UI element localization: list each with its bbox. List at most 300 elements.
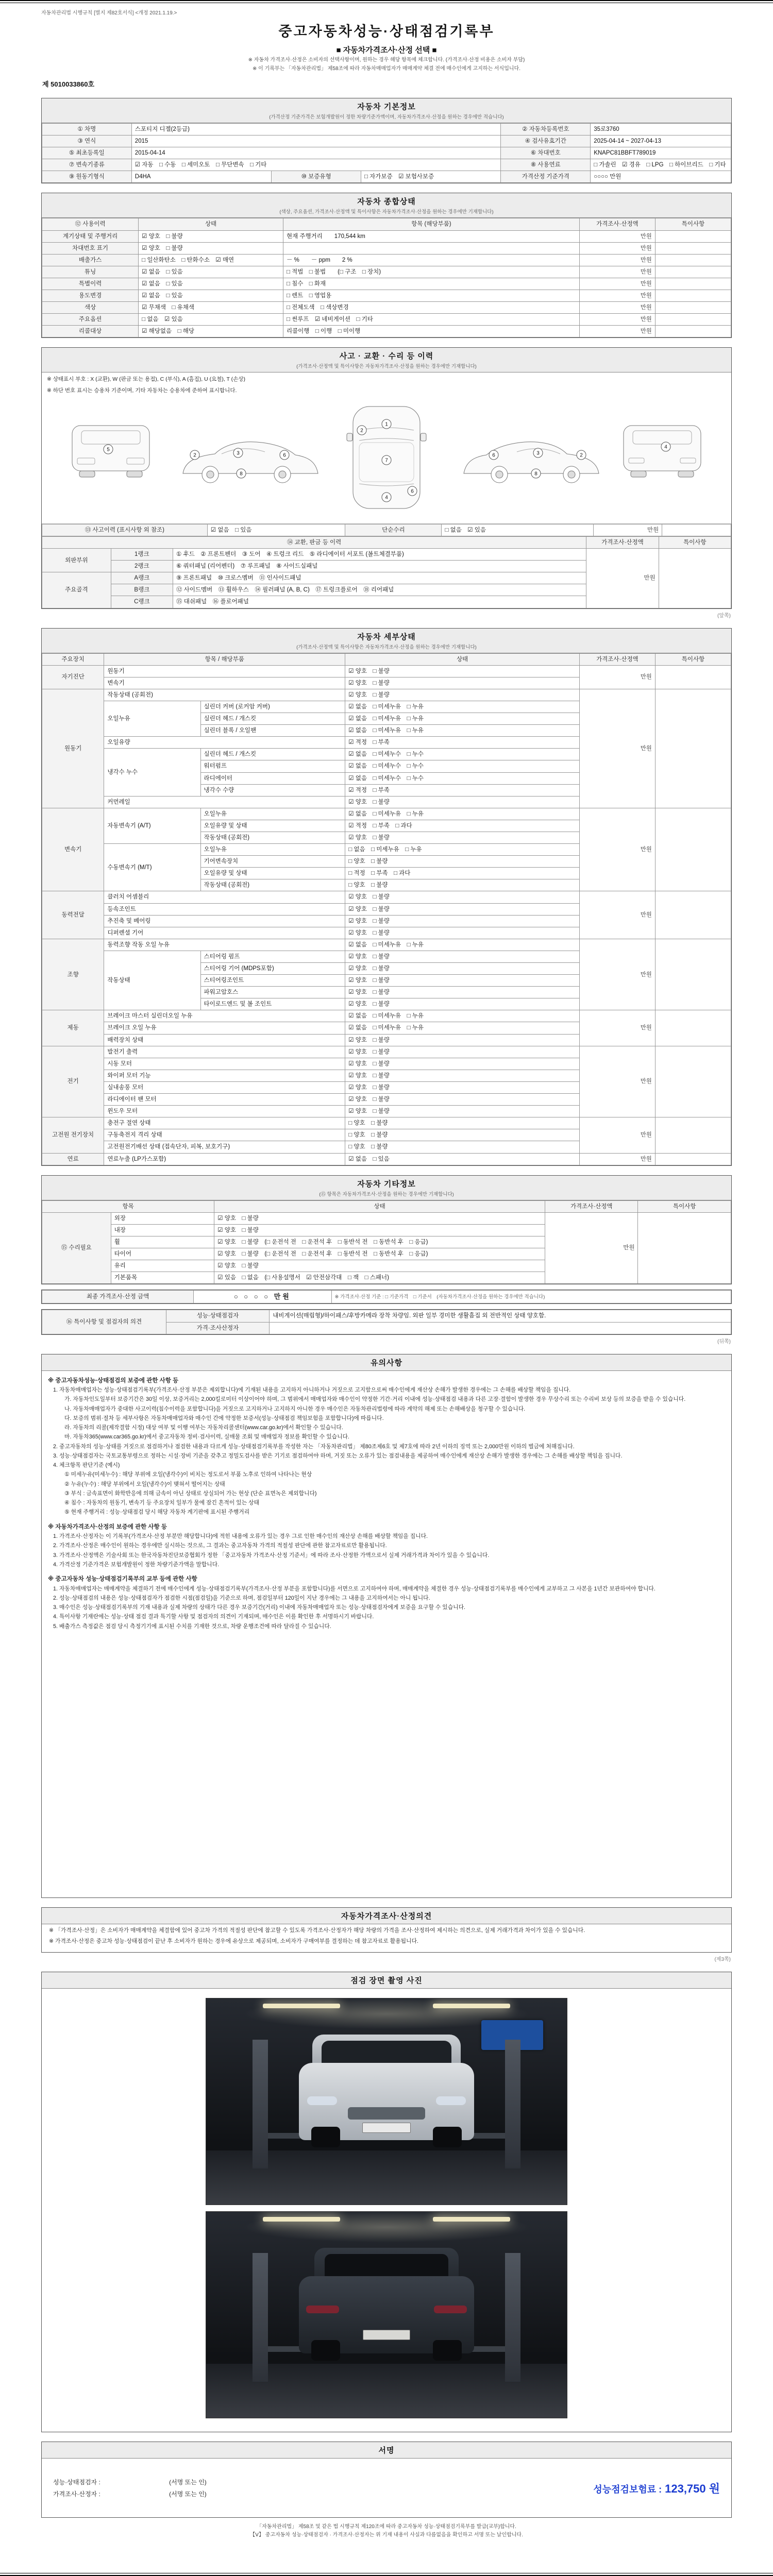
form-value-cell: 작동상태 [104, 951, 200, 1010]
form-value-cell[interactable]: ☑ 양호 □ 불량 [345, 1106, 580, 1117]
page-bottom-border [0, 2573, 773, 2576]
form-value-cell[interactable]: ☑ 양호 □ 불량 [214, 1224, 545, 1236]
section-inspector-opinion [41, 1309, 732, 1334]
section-photos-title: 점검 장면 촬영 사진 [350, 1976, 423, 1986]
form-value-cell[interactable]: ☑ 양호 □ 불량 [345, 1034, 580, 1046]
form-label-cell: 항목 / 해당부품 [104, 653, 345, 665]
price-opinion-body [42, 1926, 731, 1946]
form-label-cell: 색상 [42, 302, 139, 314]
form-value-cell[interactable]: □ 양호 □ 불량 [345, 1117, 580, 1129]
form-value-cell: 만원 [579, 266, 655, 278]
notice-line: 가. 자동차인도일부터 보증기간은 30일 이상, 보증거리는 2,000킬로미터 이상이어야 하며, 그 범위에서 매매업자와 매수인이 약정한 기간·거리 이내에 성능·상태점검 내용과 다른 고장·결함이 발생한 경우 무상수리 또는 수리비 보상 등의 보증을 받을 수 있습니다. [64, 1396, 686, 1403]
form-value-cell [655, 230, 731, 242]
vehicle-rear-silhouette [299, 2248, 474, 2353]
form-value-cell[interactable]: □ 일산화탄소 □ 탄화수소 ☑ 매연 [139, 254, 283, 266]
warranty-type[interactable]: □ 자가보증 ☑ 보험사보증 [361, 171, 501, 183]
form-value-cell: 동력조향 작동 오일 누유 [104, 939, 345, 951]
table-row [42, 1046, 731, 1058]
transmission-type[interactable]: ☑ 자동 □ 수동 □ 세미오토 □ 무단변속 □ 기타 [131, 159, 501, 171]
diagram-mark-number: 4 [385, 495, 388, 501]
form-value-cell[interactable]: ☑ 없음 □ 미세누유 □ 누유 [345, 1010, 580, 1022]
final-appraisal-amount: ○ ○ ○ ○ 만원 [194, 1291, 331, 1303]
car-license-plate [363, 2330, 410, 2340]
table-row [42, 159, 731, 171]
form-value-cell[interactable]: ☑ 양호 □ 불량 [214, 1260, 545, 1272]
form-label-cell: 튜닝 [42, 266, 139, 278]
form-label-cell: 특이사항 [659, 537, 731, 549]
form-label-cell: ③ 연식 [42, 135, 132, 147]
section-price-opinion [41, 1907, 732, 1953]
table-row [42, 549, 731, 561]
table-row [42, 891, 731, 903]
form-label-cell: B랭크 [111, 584, 173, 596]
notice-line: ※ 「가격조사·산정」은 소비자가 매매계약을 체결함에 있어 중고차 가격의 적절성 판단에 참고할 수 있도록 가격조사·산정자가 해당 차량의 가격을 조사·산정하여 제시하는 의견으로, 실제 거래가격과 차이가 있을 수 있습니다. [49, 1927, 585, 1934]
form-value-cell: 작동상태 (공회전) [200, 879, 345, 891]
inspector-comment: 내비게이션(매립형)/하이패스/후방카메라 장착 차량임. 외판 일부 경미한 생활흠집 외 전반적인 상태 양호함. [270, 1310, 731, 1322]
form-value-cell: 만원 [579, 242, 655, 254]
table-row [42, 665, 731, 677]
form-value-cell[interactable]: □ 양호 □ 불량 [345, 856, 580, 868]
form-value-cell: 오일유량 [104, 737, 345, 749]
page-marker-front: (앞쪽) [717, 613, 731, 619]
form-value-cell: 냉각수 누수 [104, 749, 200, 796]
form-value-cell[interactable]: ☑ 적정 □ 부족 [345, 784, 580, 796]
table-row [42, 290, 731, 302]
photos-body [42, 1989, 731, 2432]
form-value-cell: 스티어링 기어 (MDPS포함) [200, 963, 345, 975]
notice-line: 2. 성능·상태점검의 내용은 성능·상태점검자가 점검한 시점(점검일)을 기준으로 하며, 점검일부터 120일이 지난 경우에는 그 내용을 고지하여서는 아니 됩니다. [53, 1595, 430, 1601]
form-value-cell: 외장 [111, 1212, 214, 1224]
legal-form-reference: 자동차관리법 시행규칙 [별지 제82호서식] <개정 2021.1.19.> [41, 10, 177, 16]
vehicle-front-silhouette [299, 2035, 474, 2140]
page-subtitle: ■ 자동차가격조사·산정 선택 ■ [336, 46, 437, 55]
section-etc-info [41, 1175, 732, 1285]
table-row [42, 1153, 731, 1165]
form-value-cell[interactable]: □ 양호 □ 불량 [345, 1129, 580, 1141]
form-value-cell: 브레이크 마스터 실린더오일 누유 [104, 1010, 345, 1022]
form-value-cell: 라디에이터 팬 모터 [104, 1094, 345, 1106]
section-overall-header [42, 193, 731, 218]
notice-line: 1. 가격조사·산정자는 이 기록부(가격조사·산정 부분만 해당합니다)에 적힌 내용에 오류가 있는 경우 그로 인한 매수인의 재산상 손해를 배상할 책임을 집니다. [53, 1533, 428, 1540]
form-value-cell [655, 278, 731, 290]
form-value-cell[interactable]: ☑ 양호 □ 불량 [345, 1081, 580, 1093]
form-value-cell: 만원 [579, 808, 655, 891]
form-value-cell[interactable]: ☑ 적정 □ 부족 □ 과다 [345, 820, 580, 832]
form-value-cell: 구동축전지 격리 상태 [104, 1129, 345, 1141]
form-value-cell[interactable]: ☑ 양호 □ 불량 [345, 891, 580, 903]
section-notices [41, 1354, 732, 1898]
form-value-cell[interactable]: ☑ 양호 □ 불량 (□ 운전석 전 □ 운전석 후 □ 동반석 전 □ 동반석 후 □ 응급) [214, 1236, 545, 1248]
form-value-cell[interactable]: ☑ 양호 □ 불량 [345, 975, 580, 987]
appraiser-signature-line[interactable]: 가격조사·산정자 : (서명 또는 인) [53, 2490, 207, 2498]
form-value-cell: 작동상태 (공회전) [104, 689, 345, 701]
form-value-cell[interactable]: ☑ 해당없음 □ 해당 [139, 326, 283, 337]
footer-line-1: 「자동차관리법」 제58조 및 같은 법 시행규칙 제120조에 따라 중고자동차 성능·상태점검기록부를 발급(교부)합니다. [257, 2524, 516, 2530]
car-side-view-left [183, 442, 318, 483]
section-notices-header [42, 1354, 731, 1371]
first-registration-date: 2015-04-14 [131, 147, 501, 159]
form-value-cell: 만원 [579, 665, 655, 689]
form-value-cell: 실린더 헤드 / 개스킷 [200, 713, 345, 725]
section-detail-header [42, 629, 731, 653]
form-label-cell: 특이사항 [638, 1200, 731, 1212]
form-value-cell[interactable]: ☑ 양호 □ 불량 [345, 963, 580, 975]
form-value-cell[interactable]: ☑ 없음 □ 있음 [139, 278, 283, 290]
form-value-cell[interactable]: ☑ 없음 □ 있음 [139, 290, 283, 302]
form-label-cell: 항목 (해당부품) [283, 218, 579, 230]
diagram-mark-number: 1 [385, 421, 388, 428]
header-note-1: ※ 자동차 가격조사·산정은 소비자의 선택사항이며, 원하는 경우 해당 항목에 체크합니다. (가격조사·산정 비용은 소비자 부담) [248, 57, 525, 63]
form-value-cell[interactable]: ☑ 없음 □ 미세누유 □ 누유 [345, 939, 580, 951]
form-value-cell[interactable]: 리콜이행 □ 이행 □ 미이행 [283, 326, 579, 337]
etc-info-table [42, 1200, 731, 1284]
form-value-cell: 라디에이터 [200, 772, 345, 784]
form-value-cell[interactable]: ☑ 양호 □ 불량 [345, 1070, 580, 1081]
form-value-cell: 실내송풍 모터 [104, 1081, 345, 1093]
section-signature [41, 2442, 732, 2518]
form-value-cell: 파워고압호스 [200, 987, 345, 998]
form-value-cell: 만원 [545, 1212, 638, 1284]
form-value-cell: 만원 [579, 1153, 655, 1165]
form-value-cell: 만원 [579, 1046, 655, 1117]
form-value-cell[interactable]: ☑ 양호 □ 불량 [345, 927, 580, 939]
form-value-cell: 타이로드엔드 및 볼 조인트 [200, 998, 345, 1010]
form-value-cell[interactable]: ☑ 양호 □ 불량 [214, 1212, 545, 1224]
form-value-cell: 디퍼렌셜 기어 [104, 927, 345, 939]
form-value-cell[interactable]: ☑ 양호 □ 불량 [345, 832, 580, 843]
form-label-cell: 원동기 [42, 689, 104, 808]
table-row [42, 1291, 731, 1303]
form-value-cell: 만원 [579, 290, 655, 302]
table-row [42, 314, 731, 326]
diagram-mark-number: 3 [536, 450, 540, 456]
form-label-cell: 2랭크 [111, 561, 173, 572]
header-note-2: ※ 이 기록부는 「자동차관리법」 제58조에 따라 자동차매매업자가 매매계약 체결 전에 매수인에게 고지하는 서식입니다. [253, 66, 520, 72]
diagram-mark-number: 8 [240, 471, 243, 477]
form-label-cell: 상태 [139, 218, 283, 230]
overall-condition-table [42, 218, 731, 337]
form-value-cell[interactable]: ☑ 양호 □ 불량 [345, 987, 580, 998]
notice-line: ④ 침수 : 자동차의 원동기, 변속기 등 주요장치 일부가 물에 잠긴 흔적이 있는 상태 [64, 1500, 259, 1506]
ceiling-lamp [433, 2217, 510, 2222]
section-overall-condition [41, 193, 732, 338]
insurance-fee-label: 성능점검보험료 : [593, 2484, 662, 2495]
form-value-cell: 스티어링조인트 [200, 975, 345, 987]
form-label-cell: 고전원 전기장치 [42, 1117, 104, 1153]
form-value-cell[interactable]: ☑ 양호 □ 불량 [345, 665, 580, 677]
form-value-cell[interactable]: ※ 가격조사·산정 기준 : □ 기준가격 □ 기준서 (자동차가격조사·산정을 원하는 경우에만 적습니다) [331, 1291, 731, 1303]
form-value-cell [655, 689, 731, 808]
form-value-cell[interactable]: □ 적정 □ 부족 □ 과다 [345, 868, 580, 879]
form-value-cell[interactable]: ☑ 없음 □ 미세누수 □ 누수 [345, 760, 580, 772]
section-etc-subtitle: (⑮ 항목은 자동차가격조사·산정을 원하는 경우에만 기재합니다) [319, 1191, 454, 1197]
section-detail-subtitle: (가격조사·산정액 및 특이사항은 자동차가격조사·산정을 원하는 경우에만 기재합니다) [296, 644, 477, 650]
model-year: 2015 [131, 135, 501, 147]
section-basic-info [41, 98, 732, 183]
base-price: ○○○○ 만원 [591, 171, 731, 183]
signature-lines [53, 2475, 207, 2501]
form-label-cell: 연료 [42, 1153, 104, 1165]
basic-info-table [42, 123, 731, 183]
form-value-cell [655, 290, 731, 302]
form-value-cell: 시동 모터 [104, 1058, 345, 1070]
form-value-cell[interactable]: ☑ 양호 □ 불량 [345, 1094, 580, 1106]
form-value-cell[interactable]: ☑ 양호 □ 불량 [345, 796, 580, 808]
form-value-cell [655, 665, 731, 689]
form-label-cell: ⑥ 차대번호 [501, 147, 591, 159]
page-marker-third: (제3쪽) [714, 1957, 731, 1963]
form-value-cell[interactable]: ☑ 양호 □ 불량 [345, 903, 580, 915]
car-wheel-left [311, 2340, 340, 2361]
form-label-cell: 1랭크 [111, 549, 173, 561]
engine-model: D4HA [131, 171, 271, 183]
form-value-cell: ⑥ 쿼터패널 (리어펜더) ⑦ 루프패널 ⑧ 사이드실패널 [173, 561, 586, 572]
table-row [42, 808, 731, 820]
form-value-cell[interactable]: ☑ 양호 □ 불량 [345, 915, 580, 927]
section-accident-subtitle: (가격조사·산정액 및 특이사항은 자동차가격조사·산정을 원하는 경우에만 기재합니다) [296, 364, 477, 370]
form-label-cell: 가격조사·산정액 [579, 218, 655, 230]
form-value-cell: ⑫ 사이드멤버 ⑬ 휠하우스 ⑭ 필러패널 (A, B, C) ⑰ 트렁크플로어 ⑱ 리어패널 [173, 584, 586, 596]
inspection-photo-front [206, 1998, 567, 2205]
form-label-cell: 가격·조사산정자 [166, 1322, 270, 1334]
table-row [42, 1200, 731, 1212]
ceiling-glow [242, 2212, 531, 2243]
diagram-mark-number: 2 [360, 428, 363, 434]
form-label-cell: ⑬ 사고이력 (표시사항 외 참조) [42, 524, 208, 536]
form-value-cell: ⑨ 프론트패널 ⑩ 크로스멤버 ⑪ 인사이드패널 [173, 572, 586, 584]
inspector-signature-line[interactable]: 성능·상태점검자 : (서명 또는 인) [53, 2479, 207, 2486]
form-value-cell [655, 314, 731, 326]
form-value-cell: 만원 [593, 524, 662, 536]
form-label-cell: ⑧ 사용연료 [501, 159, 591, 171]
section-signature-title: 서명 [378, 2446, 395, 2455]
diagram-mark-number: 6 [283, 452, 286, 459]
form-value-cell: 원동기 [104, 665, 345, 677]
form-value-cell[interactable]: ☑ 없음 □ 있음 [345, 1153, 580, 1165]
table-row [42, 230, 731, 242]
form-value-cell[interactable]: ☑ 양호 □ 불량 [345, 677, 580, 689]
form-value-cell [655, 1046, 731, 1117]
footer [41, 2523, 732, 2553]
table-row [42, 135, 731, 147]
form-value-cell[interactable]: ☑ 없음 □ 미세누유 □ 누유 [345, 808, 580, 820]
table-row [42, 242, 731, 254]
section-basic-subtitle: (가격산정 기준가격은 보험개발원이 정한 차량기준가액이며, 자동차가격조사·산정을 원하는 경우에만 적습니다) [269, 114, 504, 120]
form-label-cell: 상태 [345, 653, 580, 665]
notice-line: 4. 특이사항 기재란에는 성능·상태 점검 결과 특기할 사항 및 점검자의 의견이 기재되며, 매수인은 이를 확인한 후 서명하시기 바랍니다. [53, 1614, 374, 1620]
signature-body [42, 2459, 731, 2517]
form-label-cell: ⑩ 보증유형 [272, 171, 361, 183]
section-etc-title: 자동차 기타정보 [357, 1179, 416, 1189]
form-value-cell: 커먼레일 [104, 796, 345, 808]
form-value-cell [655, 242, 731, 254]
form-value-cell: 만원 [579, 1010, 655, 1046]
form-value-cell: 만원 [579, 689, 655, 808]
car-license-plate [362, 2123, 411, 2133]
form-label-cell: 단순수리 [345, 524, 442, 536]
form-value-cell: 기어변속장치 [200, 856, 345, 868]
form-value-cell[interactable]: ☑ 양호 □ 불량 [345, 689, 580, 701]
table-row [42, 1117, 731, 1129]
form-label-cell: A랭크 [111, 572, 173, 584]
form-value-cell: 작동상태 (공회전) [200, 832, 345, 843]
form-value-cell [283, 242, 579, 254]
form-label-cell: 가격조사·산정액 [545, 1200, 638, 1212]
fuel-type[interactable]: □ 가솔린 ☑ 경유 □ LPG □ 하이브리드 □ 기타 [591, 159, 731, 171]
table-row [42, 124, 731, 135]
car-headlight-left [307, 2096, 337, 2105]
form-value-cell: 유리 [111, 1260, 214, 1272]
form-value-cell[interactable]: □ 양호 □ 불량 [345, 879, 580, 891]
form-value-cell: 만원 [579, 1117, 655, 1153]
form-value-cell[interactable]: □ 적법 □ 불법 (□ 구조 □ 장치) [283, 266, 579, 278]
form-value-cell[interactable]: □ 침수 □ 화재 [283, 278, 579, 290]
form-value-cell [655, 1010, 731, 1046]
form-value-cell[interactable]: ☑ 양호 □ 불량 [139, 230, 283, 242]
form-value-cell[interactable]: □ 전체도색 □ 색상변경 [283, 302, 579, 314]
form-value-cell[interactable]: ☑ 있음 □ 없음 (□ 사용설명서 ☑ 안전삼각대 □ 잭 □ 스패너) [214, 1272, 545, 1284]
table-row [42, 171, 731, 183]
notices-body [42, 1376, 731, 1631]
form-value-cell[interactable]: ☑ 없음 □ 미세누유 □ 누유 [345, 701, 580, 713]
form-value-cell[interactable]: □ 렌트 □ 영업용 [283, 290, 579, 302]
form-value-cell [655, 302, 731, 314]
form-value-cell[interactable]: ☑ 없음 □ 미세누유 □ 누유 [345, 725, 580, 737]
form-value-cell[interactable]: ☑ 양호 □ 불량 [345, 1058, 580, 1070]
form-value-cell[interactable]: □ 썬루프 ☑ 네비게이션 □ 기타 [283, 314, 579, 326]
plate-number: 35로3760 [591, 124, 731, 135]
table-row [42, 653, 731, 665]
form-value-cell [655, 939, 731, 1010]
form-value-cell[interactable]: ☑ 없음 □ 미세누수 □ 누수 [345, 749, 580, 760]
lift-post-right [505, 2253, 520, 2382]
form-label-cell: ⑦ 변속기종류 [42, 159, 132, 171]
lift-post-right [505, 2040, 520, 2168]
form-value-cell: 만원 [586, 549, 659, 608]
form-value-cell: 오일누유 [104, 701, 200, 736]
table-row [42, 254, 731, 266]
form-label-cell: ① 차명 [42, 124, 132, 135]
form-value-cell: 만원 [579, 302, 655, 314]
form-value-cell[interactable]: ☑ 없음 □ 있음 [139, 266, 283, 278]
notice-line: 5. 배출가스 측정값은 점검 당시 측정기기에 표시된 수치를 기재한 것으로, 차량 운행조건에 따라 달라질 수 있습니다. [53, 1623, 331, 1630]
form-value-cell[interactable]: ☑ 양호 □ 불량 [345, 998, 580, 1010]
form-value-cell[interactable]: ☑ 양호 □ 불량 [345, 1046, 580, 1058]
table-row [42, 302, 731, 314]
form-value-cell: 윈도우 모터 [104, 1106, 345, 1117]
form-label-cell: 가격산정 기준가격 [501, 171, 591, 183]
form-label-cell: 특이사항 [655, 653, 731, 665]
table-row [42, 326, 731, 337]
form-value-cell[interactable]: ☑ 없음 □ 미세누수 □ 누수 [345, 772, 580, 784]
form-value-cell: 냉각수 수량 [200, 784, 345, 796]
section-notices-title: 유의사항 [371, 1358, 402, 1367]
form-value-cell[interactable]: ☑ 양호 □ 불량 (□ 운전석 전 □ 운전석 후 □ 동반석 전 □ 동반석 후 □ 응급) [214, 1248, 545, 1260]
car-wheel-right [433, 2127, 462, 2147]
form-value-cell[interactable]: □ 없음 □ 미세누유 □ 누유 [345, 844, 580, 856]
form-value-cell[interactable]: □ 없음 ☑ 있음 [442, 524, 593, 536]
form-value-cell[interactable]: ☑ 적정 □ 부족 [345, 737, 580, 749]
form-label-cell: 전기 [42, 1046, 104, 1117]
inspection-photo-rear [206, 2211, 567, 2418]
car-side-view-right [464, 442, 599, 483]
form-label-cell: 차대번호 표기 [42, 242, 139, 254]
form-value-cell: 실린더 헤드 / 개스킷 [200, 749, 345, 760]
notice-line: 마. 자동차365(www.car365.go.kr)에서 중고자동차 정비·검사이력, 실매물 조회 및 매매업자 정보를 확인할 수 있습니다. [64, 1434, 349, 1440]
diagram-mark-number: 2 [580, 452, 583, 459]
form-value-cell: 연료누출 (LP가스포함) [104, 1153, 345, 1165]
form-value-cell: 추진축 및 베어링 [104, 915, 345, 927]
form-value-cell[interactable]: ☑ 없음 □ 미세누유 □ 누유 [345, 1022, 580, 1034]
section-photos [41, 1972, 732, 2432]
table-row [42, 939, 731, 951]
form-value-cell [655, 891, 731, 939]
vin: KNAPC81BBFT789019 [591, 147, 731, 159]
table-row [42, 689, 731, 701]
lift-post-left [253, 2040, 268, 2168]
form-value-cell [655, 266, 731, 278]
form-value-cell[interactable]: ☑ 무채색 □ 유채색 [139, 302, 283, 314]
form-value-cell: 클러치 어셈블리 [104, 891, 345, 903]
section-basic-header [42, 98, 731, 123]
car-taillight-right [434, 2306, 467, 2313]
form-label-cell: 변속기 [42, 808, 104, 891]
notice-line: 3. 성능·상태점검자는 국토교통부령으로 정하는 시설·장비 기준을 갖추고 정밀도검사를 받은 기기로 점검하여야 하며, 거짓 또는 오류가 있는 점검내용을 제공하여 매수인에게 재산상 손해가 발생한 경우에는 그 손해를 배상할 책임을 집니다. [53, 1452, 623, 1459]
section-signature-header [42, 2442, 731, 2459]
form-value-cell: 배력장치 상태 [104, 1034, 345, 1046]
form-value-cell[interactable]: ☑ 없음 □ 미세누유 □ 누유 [345, 713, 580, 725]
table-row [42, 537, 731, 549]
form-label-cell: 외판부위 [42, 549, 111, 572]
form-value-cell[interactable]: ☑ 양호 □ 불량 [345, 951, 580, 962]
car-diagram [42, 395, 731, 524]
form-value-cell[interactable]: □ 없음 ☑ 있음 [139, 314, 283, 326]
form-label-cell: 가격조사·산정액 [579, 653, 655, 665]
footer-line-2: 【Ⅴ】 중고자동차 성능·상태점검자 · 가격조사·산정자는 위 기재 내용이 사실과 다름없음을 확인하고 서명 또는 날인합니다. [250, 2532, 523, 2538]
form-value-cell: 만원 [579, 314, 655, 326]
form-value-cell: 고전원전기배선 상태 (접속단자, 피복, 보호기구) [104, 1141, 345, 1153]
diagram-note: ※ 하단 번호 표시는 승용차 기준이며, 기타 자동차는 승용차에 준하여 표시합니다. [47, 387, 237, 394]
form-value-cell[interactable]: □ 양호 □ 불량 [345, 1141, 580, 1153]
form-value-cell: ⑮ 대쉬패널 ⑯ 플로어패널 [173, 596, 586, 608]
form-value-cell: 만원 [579, 278, 655, 290]
form-label-cell: 용도변경 [42, 290, 139, 302]
notice-line: ② 누유(누수) : 해당 부위에서 오일(냉각수)이 맺혀서 떨어지는 상태 [64, 1481, 225, 1487]
diagram-mark-number: 3 [237, 450, 240, 456]
form-value-cell[interactable]: ☑ 없음 □ 있음 [207, 524, 345, 536]
form-label-cell: ⑤ 최초등록일 [42, 147, 132, 159]
form-value-cell [655, 1153, 731, 1165]
form-value-cell[interactable]: ☑ 양호 □ 불량 [139, 242, 283, 254]
form-label-cell: ④ 검사유효기간 [501, 135, 591, 147]
insurance-fee [593, 2480, 720, 2496]
car-diagram-svg [52, 397, 721, 517]
form-value-cell [638, 1212, 731, 1284]
notice-line: ※ 중고자동차 성능·상태점검기록부의 교부 등에 관한 사항 [48, 1576, 197, 1583]
notice-line: 다. 보증의 범위·절차 등 세부사항은 자동차매매업자와 매수인 간에 약정한 보증서(성능·상태점검 책임보험을 포함합니다)에 따릅니다. [64, 1415, 384, 1421]
diagram-mark-number: 4 [664, 444, 667, 450]
ceiling-lamp [433, 2004, 510, 2008]
form-value-cell [662, 524, 731, 536]
form-label-cell: 주요골격 [42, 572, 111, 608]
form-value-cell: 타이어 [111, 1248, 214, 1260]
accident-history-table [42, 524, 731, 536]
form-value-cell: 등속조인트 [104, 903, 345, 915]
section-detail-condition [41, 628, 732, 1166]
page-marker-back: (뒤쪽) [717, 1338, 731, 1345]
form-value-cell: 실린더 커버 (로커암 커버) [200, 701, 345, 713]
form-value-cell: 오일누유 [200, 808, 345, 820]
